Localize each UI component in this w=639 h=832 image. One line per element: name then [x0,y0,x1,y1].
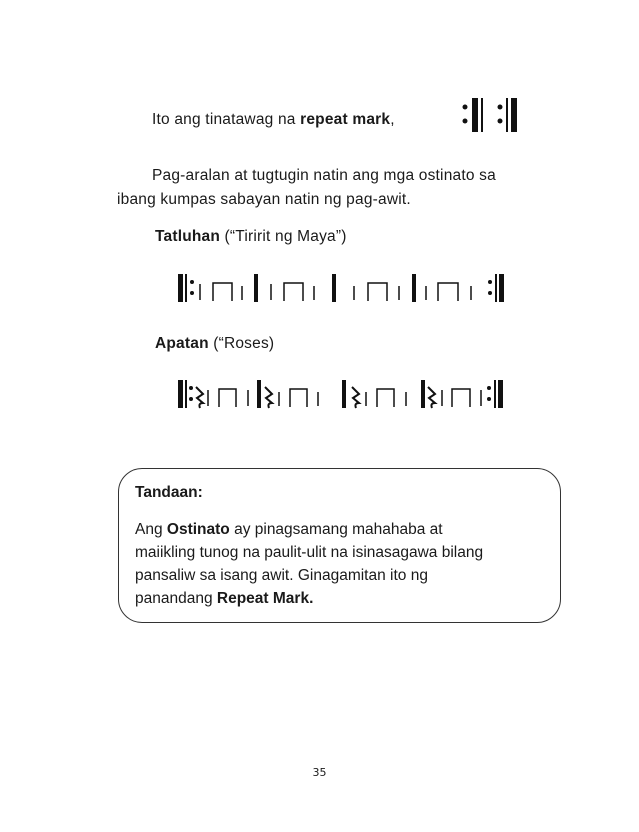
tatluhan-label: Tatluhan [155,228,221,245]
instruction-line-1: Pag-aralan at tugtugin natin ang mga ostinato sa [152,167,496,184]
apatan-label: Apatan [155,335,209,352]
tatluhan-rhythm-icon [178,268,538,308]
tandaan-line-4 [135,590,313,608]
tandaan-line-2: maiikling tunog na paulit-ulit na isinasagawa bilang [135,544,484,561]
tandaan-heading: Tandaan: [135,484,203,501]
instruction-line-2: ibang kumpas sabayan natin ng pag-awit. [117,191,411,208]
apatan-song: (“Roses) [208,335,275,352]
intro-sentence [152,111,395,129]
ostinato-term: Ostinato [166,521,230,538]
tatluhan-heading [155,228,347,246]
apatan-heading [155,335,274,353]
line4-prefix: panandang [135,590,217,607]
repeat-mark-term: Repeat Mark. [216,590,314,607]
line1-suffix: ay pinagsamang mahahaba at [229,521,443,538]
intro-prefix: Ito ang tinatawag na [152,111,301,128]
page-number: 35 [312,766,327,779]
tandaan-line-1 [135,521,443,539]
tandaan-line-3: pansaliw sa isang awit. Ginagamitan ito ng [135,567,428,584]
intro-term: repeat mark [300,111,391,128]
line1-prefix: Ang [135,521,167,538]
repeat-mark-icon [455,96,535,136]
intro-suffix: , [390,111,395,128]
tatluhan-song: (“Tiririt ng Maya”) [220,228,347,245]
apatan-rhythm-icon [178,374,538,414]
